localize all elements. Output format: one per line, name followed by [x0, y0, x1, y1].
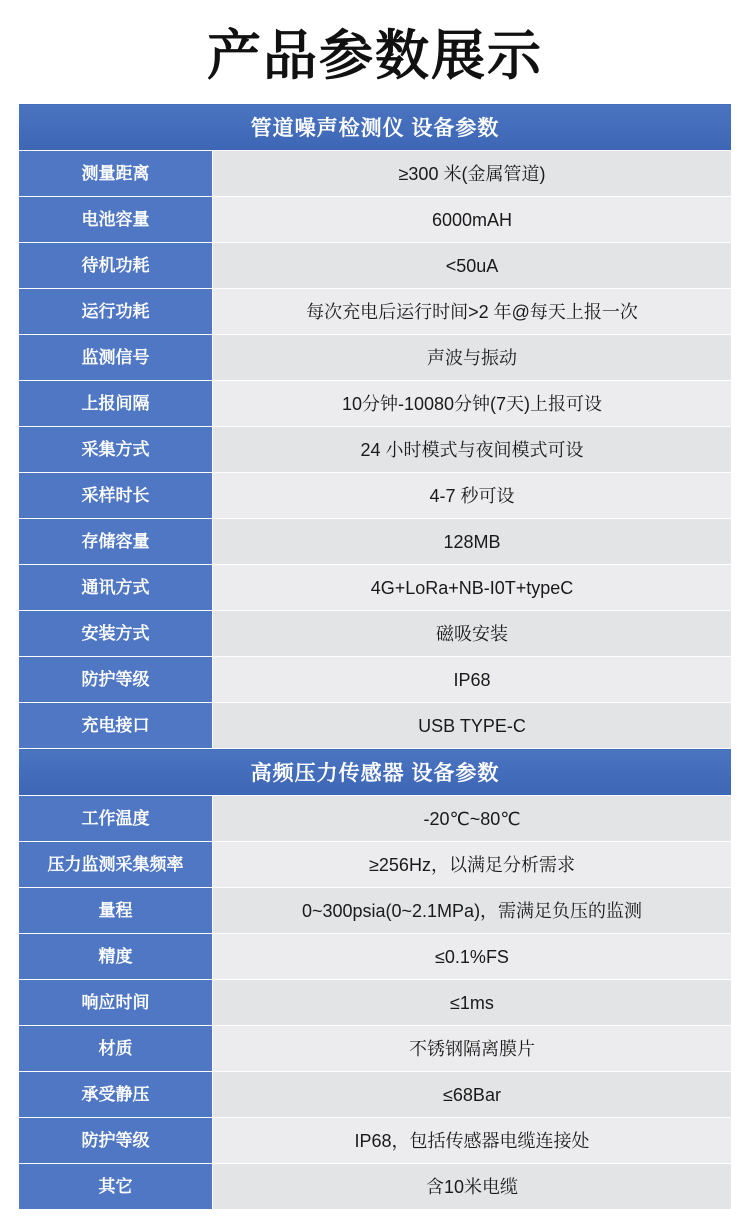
table-row [19, 934, 732, 980]
table-row [19, 842, 732, 888]
spec-value: ≥300 米(金属管道) [213, 151, 732, 197]
table-row [19, 565, 732, 611]
spec-key: 采集方式 [19, 427, 213, 473]
spec-value: 含10米电缆 [213, 1164, 732, 1210]
spec-key: 监测信号 [19, 335, 213, 381]
spec-key: 工作温度 [19, 796, 213, 842]
spec-key: 充电接口 [19, 703, 213, 749]
table-row [19, 657, 732, 703]
table-row [19, 796, 732, 842]
table-row [19, 381, 732, 427]
spec-value: 10分钟-10080分钟(7天)上报可设 [213, 381, 732, 427]
spec-key: 承受静压 [19, 1072, 213, 1118]
spec-table [18, 103, 732, 1210]
spec-key: 电池容量 [19, 197, 213, 243]
spec-key: 待机功耗 [19, 243, 213, 289]
table-row [19, 1164, 732, 1210]
spec-value: ≤1ms [213, 980, 732, 1026]
spec-value: 128MB [213, 519, 732, 565]
section-heading: 高频压力传感器 设备参数 [19, 749, 732, 796]
table-row [19, 1026, 732, 1072]
section-header-row [19, 104, 732, 151]
spec-key: 其它 [19, 1164, 213, 1210]
table-row [19, 473, 732, 519]
table-row [19, 197, 732, 243]
spec-key: 上报间隔 [19, 381, 213, 427]
spec-value: -20℃~80℃ [213, 796, 732, 842]
page-title: 产品参数展示 [207, 24, 543, 87]
table-row [19, 243, 732, 289]
spec-key: 防护等级 [19, 657, 213, 703]
spec-key: 通讯方式 [19, 565, 213, 611]
table-row [19, 151, 732, 197]
spec-value: ≤68Bar [213, 1072, 732, 1118]
spec-key: 存储容量 [19, 519, 213, 565]
spec-value: 0~300psia(0~2.1MPa)，需满足负压的监测 [213, 888, 732, 934]
table-row [19, 980, 732, 1026]
spec-key: 量程 [19, 888, 213, 934]
spec-key: 精度 [19, 934, 213, 980]
spec-value: IP68，包括传感器电缆连接处 [213, 1118, 732, 1164]
spec-value: 声波与振动 [213, 335, 732, 381]
spec-value: ≥256Hz，以满足分析需求 [213, 842, 732, 888]
spec-value: ≤0.1%FS [213, 934, 732, 980]
spec-key: 测量距离 [19, 151, 213, 197]
spec-key: 采样时长 [19, 473, 213, 519]
table-row [19, 611, 732, 657]
spec-value: 磁吸安装 [213, 611, 732, 657]
spec-value: IP68 [213, 657, 732, 703]
spec-key: 响应时间 [19, 980, 213, 1026]
table-row [19, 335, 732, 381]
spec-key: 运行功耗 [19, 289, 213, 335]
spec-value: <50uA [213, 243, 732, 289]
table-row [19, 888, 732, 934]
spec-value: USB TYPE-C [213, 703, 732, 749]
table-row [19, 427, 732, 473]
spec-value: 24 小时模式与夜间模式可设 [213, 427, 732, 473]
spec-value: 6000mAH [213, 197, 732, 243]
spec-value: 4-7 秒可设 [213, 473, 732, 519]
table-row [19, 519, 732, 565]
spec-value: 4G+LoRa+NB-I0T+typeC [213, 565, 732, 611]
spec-key: 安装方式 [19, 611, 213, 657]
table-row [19, 703, 732, 749]
spec-value: 不锈钢隔离膜片 [213, 1026, 732, 1072]
spec-value: 每次充电后运行时间>2 年@每天上报一次 [213, 289, 732, 335]
section-heading: 管道噪声检测仪 设备参数 [19, 104, 732, 151]
section-header-row [19, 749, 732, 796]
spec-table-body [19, 104, 732, 1210]
table-row [19, 1072, 732, 1118]
table-row [19, 1118, 732, 1164]
spec-key: 材质 [19, 1026, 213, 1072]
spec-key: 防护等级 [19, 1118, 213, 1164]
table-row [19, 289, 732, 335]
spec-key: 压力监测采集频率 [19, 842, 213, 888]
